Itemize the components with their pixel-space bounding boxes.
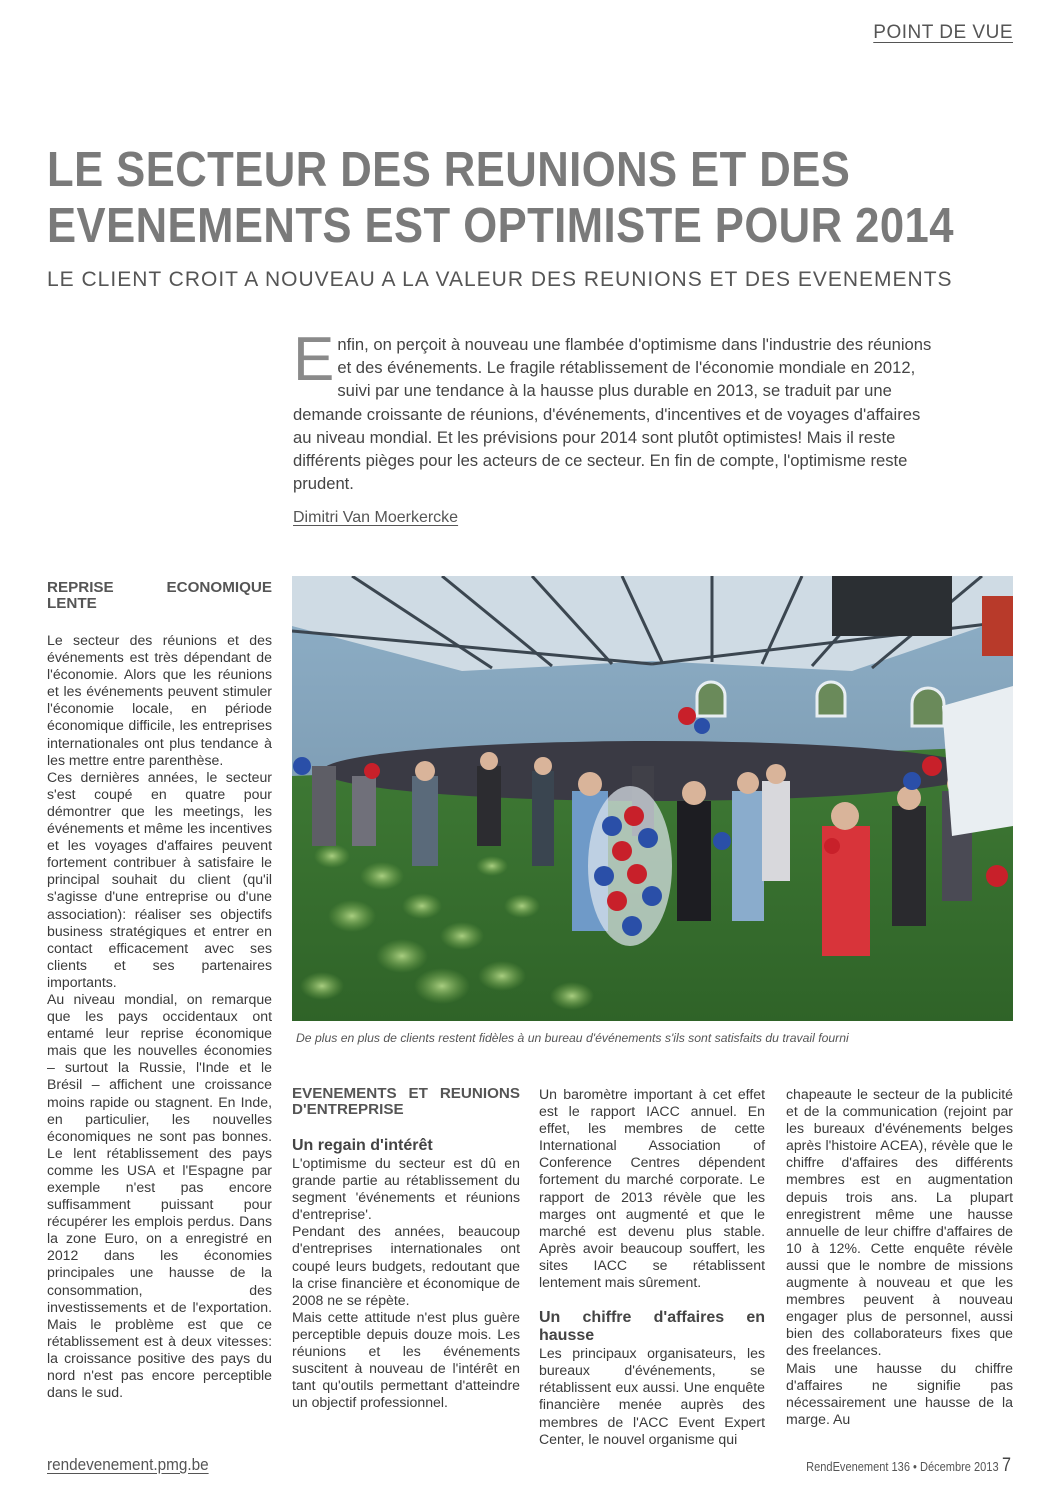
paragraph: Mais cette attitude n'est plus guère perceptible depuis douze mois. Les réunions et les événements suscitent à nouveau de l'intérêt en tant qu'outils permettant d'atteindre un objectif professionnel.: [292, 1308, 520, 1411]
paragraph: Mais une hausse du chiffre d'affaires ne signifie pas nécessairement une hausse de la marge. Au: [786, 1359, 1013, 1427]
footer-website-link[interactable]: rendevenement.pmg.be: [47, 1455, 209, 1474]
event-photo: [292, 576, 1013, 1021]
paragraph: Un baromètre important à cet effet est le rapport IACC annuel. En effet, les membres de cette International Association of Conference Centres dépendent fortement du marché corporate. Le rapport de 2013 révèle que les marges ont augmenté et que le marché est devenu plus stable. Après avoir beaucoup souffert, les sites IACC se rétablissent lentement mais sûrement.: [539, 1086, 765, 1291]
issue-label: RendEvenement 136 • Décembre 2013: [806, 1459, 999, 1474]
article-subtitle: LE CLIENT CROIT A NOUVEAU A LA VALEUR DES REUNIONS ET DES EVENEMENTS: [47, 268, 953, 291]
paragraph: Le secteur des réunions et des événements est très dépendant de l'économie. Alors que les réunions et les événements peuvent stimuler l'économie locale, en période économique difficile, les entreprises internationales ont plus tendance à les mettre entre parenthèse.: [47, 632, 272, 768]
subheading: Un regain d'intérêt: [292, 1137, 433, 1154]
paragraph: Les principaux organisateurs, les bureaux d'événements, se rétablissent eux aussi. Une enquête financière menée auprès des membres de l'ACC Event Expert Center, le nouvel organisme qui: [539, 1345, 765, 1447]
author-byline: Dimitri Van Moerkercke: [293, 509, 459, 526]
intro-text: nfin, on perçoit à nouveau une flambée d'optimisme dans l'industrie des réunions et des événements. Le fragile rétablissement de l'économie mondiale en 2012, suivi par une tendance à la hausse plus durable en 2013, se traduit par une demande croissante de réunions, d'événements, d'incentives et de voyages d'affaires au niveau mondial. Et les prévisions pour 2014 sont plutôt optimistes! Mais il reste différents pièges pour les acteurs de ce secteur. En fin de compte, l'optimisme reste prudent.: [293, 335, 932, 494]
paragraph: L'optimisme du secteur est dû en grande partie au rétablissement du segment 'événements et réunions d'entreprise'.: [292, 1155, 520, 1223]
page-number: 7: [1002, 1455, 1011, 1476]
intro-paragraph: [293, 325, 933, 495]
subheading: Un chiffre d'affaires en hausse: [539, 1309, 765, 1345]
paragraph: Pendant des années, beaucoup d'entreprises internationales ont coupé leurs budgets, redoutant que la crise financière et économique de 2008 ne se répète.: [292, 1223, 520, 1308]
section-heading: EVENEMENTS ET REUNIONS D'ENTREPRISE: [292, 1085, 520, 1118]
photo-caption: De plus en plus de clients restent fidèles à un bureau d'événements s'ils sont satisfaits du travail fourni: [296, 1031, 849, 1045]
title-line-2: EVENEMENTS EST OPTIMISTE POUR 2014: [47, 199, 954, 253]
column-2: [292, 1086, 520, 1411]
title-line-1: LE SECTEUR DES REUNIONS ET DES: [47, 143, 851, 197]
column-1: [47, 580, 272, 1401]
column-4: [786, 1086, 1013, 1428]
footer-issue-info: [806, 1455, 1011, 1477]
paragraph: Au niveau mondial, on remarque que les pays occidentaux ont entamé leur reprise économique mais que les nouvelles économies – surtout la Russie, l'Inde et le Brésil – affichent une croissance moins rapide ou stagnent. En Inde, en particulier, les nouvelles économiques ne sont pas bonnes. Le lent rétablissement des pays comme les USA et l'Espagne par exemple n'est pas encore suffisamment puissant pour récupérer les emplois perdus. Dans la zone Euro, on a enregistré en 2012 dans les économies principales une hausse de la consommation, des investissements et de l'exportation. Mais le problème est que ce rétablissement est à deux vitesses: la croissance positive des pays du nord n'est pas encore perceptible dans le sud.: [47, 990, 272, 1401]
event-hall-illustration: [292, 576, 1013, 1021]
paragraph: chapeaute le secteur de la publicité et de la communication (rejoint par les bureaux d'événements belges après l'histoire ACEA), révèle que le chiffre d'affaires des différents membres est en augmentation depuis trois ans. La plupart enregistrent même une hausse annuelle de leur chiffre d'affaires de 10 à 12%. Cette enquête révèle aussi que le nombre de missions augmente à nouveau et que les membres peuvent à nouveau engager plus de personnel, aussi bien des collaborateurs fixes que des freelances.: [786, 1086, 1013, 1359]
drop-cap: E: [293, 325, 335, 394]
article-title: [47, 142, 954, 254]
section-label: POINT DE VUE: [873, 22, 1013, 43]
section-heading: REPRISE ECONOMIQUE LENTE: [47, 579, 272, 612]
column-3: [539, 1086, 765, 1448]
paragraph: Ces dernières années, le secteur s'est coupé en quatre pour démontrer que les meetings, les événements et même les incentives et les voyages d'affaires peuvent fortement contribuer à satisfaire le principal souhait du client (qu'il s'agisse d'une entreprise ou d'une association): réaliser ses objectifs business stratégiques et entrer en contact efficacement avec ses clients et ses partenaires importants.: [47, 768, 272, 990]
